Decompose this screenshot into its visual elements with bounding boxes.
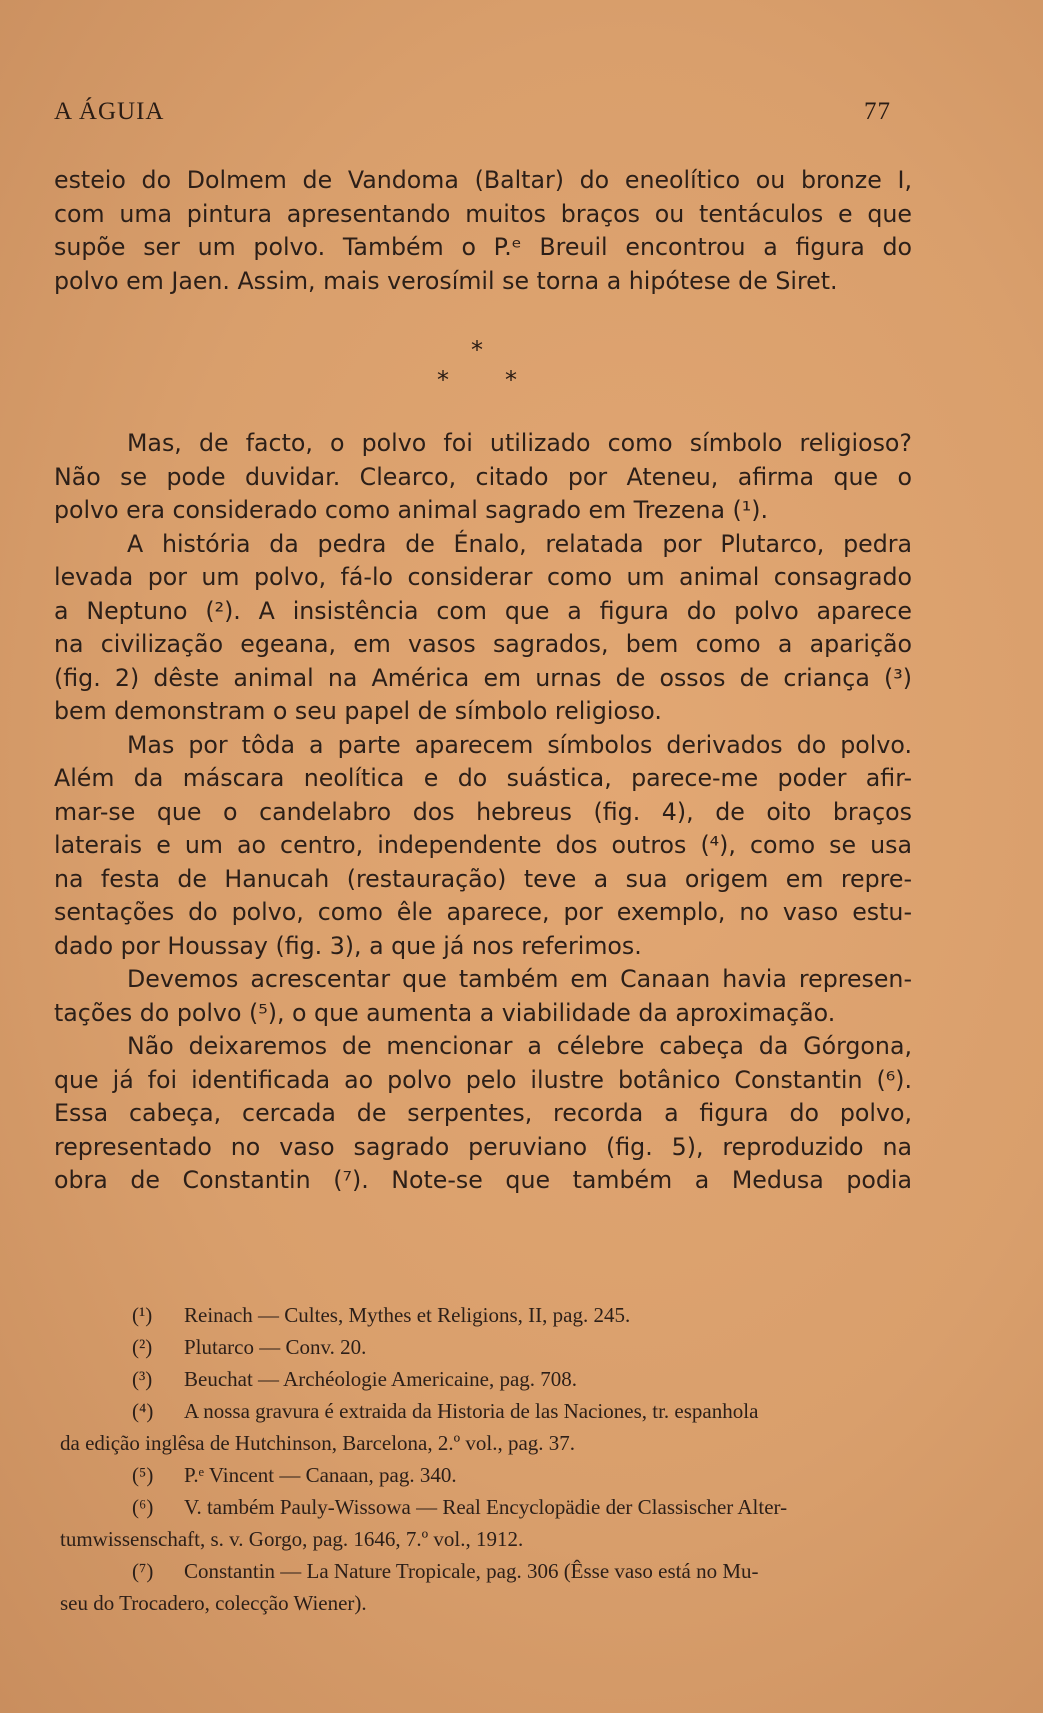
text-line: Não se pode duvidar. Clearco, citado por Ateneu, afirma que o	[54, 462, 912, 491]
footnote	[60, 1459, 916, 1491]
text-line: Não deixaremos de mencionar a célebre cabeça da Górgona,	[127, 1032, 912, 1060]
footnote-text: A nossa gravura é extraida da Historia de las Naciones, tr. espanhola	[184, 1399, 759, 1423]
text-line: (fig. 2) dêste animal na América em urnas de ossos de criança (³)	[54, 663, 912, 692]
text-line: na civilização egeana, em vasos sagrados, bem como a aparição	[54, 630, 912, 658]
asterisk-icon: *	[471, 336, 483, 364]
text-line: que já foi identificada ao polvo pelo ilustre botânico Constantin (⁶).	[54, 1065, 912, 1094]
footnote-mark: (⁷)	[132, 1559, 154, 1583]
footnote-mark: (³)	[132, 1367, 153, 1391]
paragraph-continued	[54, 164, 912, 298]
footnote-mark: (⁵)	[132, 1463, 154, 1487]
footnote-mark: (²)	[132, 1335, 153, 1359]
journal-title: A ÁGUIA	[54, 98, 165, 125]
text-line: Mas por tôda a parte aparecem símbolos derivados do polvo.	[127, 730, 912, 759]
footnote-text: Reinach — Cultes, Mythes et Religions, II, pag. 245.	[184, 1303, 631, 1327]
footnote-text: Constantin — La Nature Tropicale, pag. 306 (Êsse vaso está no Mu-	[184, 1559, 759, 1583]
text-line: sentações do polvo, como êle aparece, por exemplo, no vaso estu-	[54, 898, 912, 926]
text-line: bem demonstram o seu papel de símbolo religioso.	[54, 697, 662, 725]
footnote-mark: (⁶)	[132, 1495, 154, 1519]
text-line: laterais e um ao centro, independente dos outros (⁴), como se usa	[54, 831, 912, 859]
footnote-continuation	[60, 1427, 916, 1459]
footnote-text: P.ᵉ Vincent — Canaan, pag. 340.	[184, 1463, 457, 1487]
text-line: supõe ser um polvo. Também o P.ᵉ Breuil encontrou a figura do	[54, 233, 912, 261]
footnote-text: Beuchat — Archéologie Americaine, pag. 708.	[184, 1367, 578, 1391]
text-line: esteio do Dolmem de Vandoma (Baltar) do eneolítico ou bronze I,	[54, 166, 912, 194]
footnotes	[60, 1299, 916, 1619]
text-line: levada por um polvo, fá-lo considerar como um animal consagrado	[54, 563, 912, 591]
footnote	[60, 1555, 916, 1587]
footnote	[60, 1363, 916, 1395]
footnote-text: seu do Trocadero, colecção Wiener).	[60, 1591, 367, 1615]
footnote	[60, 1491, 916, 1523]
footnote-text: da edição inglêsa de Hutchinson, Barcelona, 2.º vol., pag. 37.	[60, 1431, 576, 1455]
text-line: Devemos acrescentar que também em Canaan havia represen-	[127, 965, 912, 993]
main-text	[54, 427, 912, 1198]
text-line: A história da pedra de Énalo, relatada por Plutarco, pedra	[127, 529, 912, 558]
text-line: polvo em Jaen. Assim, mais verosímil se torna a hipótese de Siret.	[54, 266, 838, 295]
footnote-text: V. também Pauly-Wissowa — Real Encyclopädie der Classischer Alter-	[184, 1495, 788, 1519]
text-line: Mas, de facto, o polvo foi utilizado como símbolo religioso?	[127, 429, 912, 457]
footnote-mark: (⁴)	[132, 1399, 154, 1423]
footnote-mark: (¹)	[132, 1303, 153, 1327]
text-line: na festa de Hanucah (restauração) teve a sua origem em repre-	[54, 864, 912, 893]
text-line: a Neptuno (²). A insistência com que a figura do polvo aparece	[54, 596, 912, 625]
footnote-continuation	[60, 1523, 916, 1555]
footnote-text: Plutarco — Conv. 20.	[184, 1335, 367, 1359]
text-line: obra de Constantin (⁷). Note-se que também a Medusa podia	[54, 1166, 912, 1194]
text-line: Além da máscara neolítica e do suástica, parece-me poder afir-	[54, 764, 912, 792]
footnote	[60, 1331, 916, 1363]
page-number: 77	[864, 98, 891, 125]
text-line: polvo era considerado como animal sagrado em Trezena (¹).	[54, 496, 769, 524]
footnote-text: tumwissenschaft, s. v. Gorgo, pag. 1646, 7.º vol., 1912.	[60, 1527, 524, 1551]
text-line: Essa cabeça, cercada de serpentes, recorda a figura do polvo,	[54, 1099, 912, 1127]
text-line: tações do polvo (⁵), o que aumenta a viabilidade da aproximação.	[54, 998, 836, 1027]
text-line: dado por Houssay (fig. 3), a que já nos referimos.	[54, 931, 642, 960]
text-line: representado no vaso sagrado peruviano (fig. 5), reproduzido na	[54, 1132, 912, 1161]
asterisk-icon: *	[437, 366, 449, 394]
text-line: mar-se que o candelabro dos hebreus (fig. 4), de oito braços	[54, 797, 912, 826]
asterisk-icon: *	[505, 366, 517, 394]
footnote	[60, 1395, 916, 1427]
text-line: com uma pintura apresentando muitos braços ou tentáculos e que	[54, 199, 912, 228]
footnote-continuation	[60, 1587, 916, 1619]
running-header	[54, 98, 891, 126]
footnote	[60, 1299, 916, 1331]
